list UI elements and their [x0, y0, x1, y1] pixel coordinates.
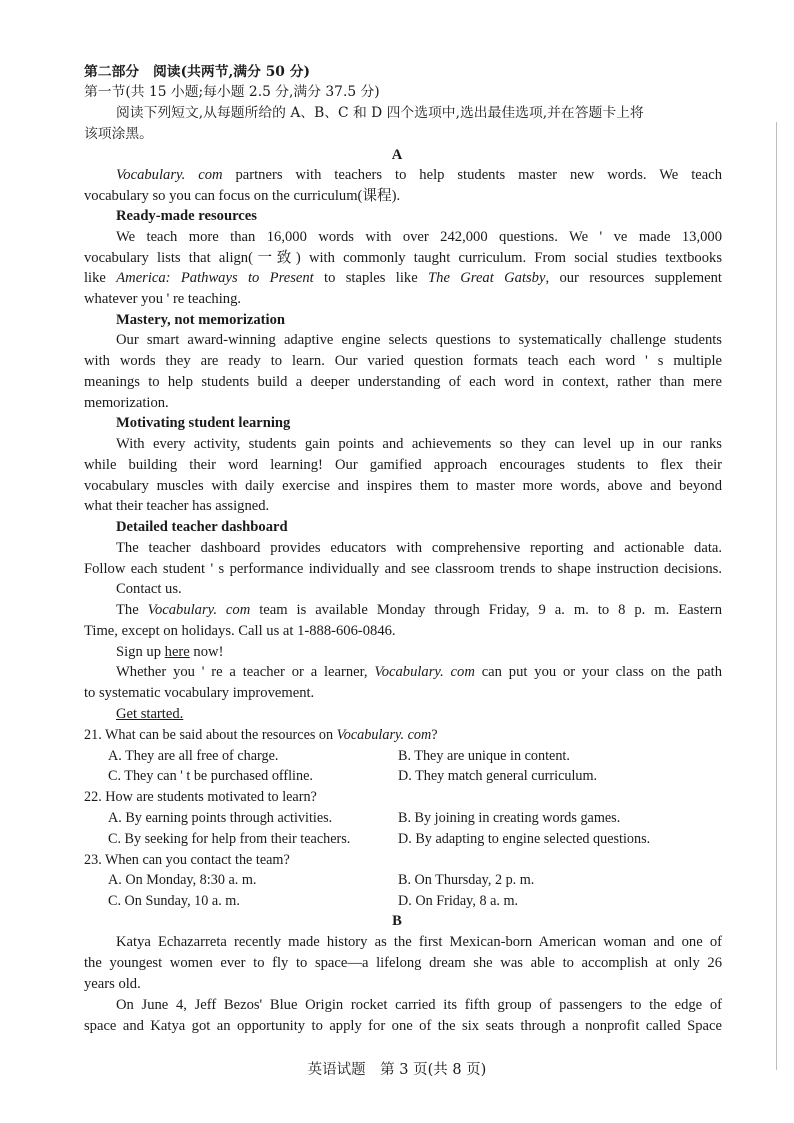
text-run: Sign up	[116, 644, 165, 660]
heading-dashboard: Detailed teacher dashboard	[116, 519, 288, 535]
site-name: Vocabulary. com	[147, 602, 251, 618]
text-run: The	[116, 602, 148, 618]
paragraph-line: the youngest women ever to fly to space—a lifelong dream she was able to accomplish at only 26	[84, 955, 722, 971]
passage-b-label: B	[392, 913, 402, 929]
paragraph-line: vocabulary lists that align(一致) with commonly taught curriculum. From social studies textbooks	[84, 250, 722, 266]
passage-a-label: A	[391, 147, 403, 163]
paragraph-line: to systematic vocabulary improvement.	[84, 685, 315, 701]
page-footer: 英语试题 第 3 页(共 8 页)	[307, 1062, 487, 1078]
passage-a-intro-line-2: vocabulary so you can focus on the curriculum(课程).	[84, 188, 401, 204]
text-run: ?	[431, 727, 438, 743]
paragraph-line: memorization.	[84, 395, 169, 411]
q21-option-b: B. They are unique in content.	[398, 748, 570, 764]
paragraph-line	[116, 600, 722, 620]
paragraph-line: what their teacher has assigned.	[84, 498, 270, 514]
paragraph-line: Our smart award-winning adaptive engine selects questions to systematically challenge students	[116, 332, 722, 348]
site-name: Vocabulary. com	[336, 727, 432, 743]
paragraph-line: while building their word learning! Our gamified approach encourages students to flex their	[84, 457, 722, 473]
q23-option-c: C. On Sunday, 10 a. m.	[108, 893, 240, 909]
question-21-stem	[84, 725, 438, 745]
q21-option-c: C. They can ' t be purchased offline.	[108, 768, 313, 784]
q22-option-d: D. By adapting to engine selected questions.	[398, 831, 651, 847]
paragraph-line: On June 4, Jeff Bezos' Blue Origin rocket carried its fifth group of passengers to the edge of	[116, 997, 722, 1013]
q23-option-b: B. On Thursday, 2 p. m.	[398, 872, 535, 888]
site-name: Vocabulary. com	[374, 664, 475, 680]
site-name: Vocabulary. com	[116, 167, 223, 183]
q22-option-b: B. By joining in creating words games.	[398, 810, 621, 826]
text-run: to staples like	[313, 270, 429, 286]
question-22-stem: 22. How are students motivated to learn?	[84, 789, 317, 805]
paragraph-line	[116, 662, 722, 682]
paragraph-line: years old.	[84, 976, 141, 992]
paragraph-line: space and Katya got an opportunity to apply for one of the six seats through a nonprofit called Space	[84, 1018, 722, 1034]
text-run: , our resources supplement	[545, 270, 722, 286]
book-title: America: Pathways to Present	[116, 270, 314, 286]
instruction-line-1: 阅读下列短文,从每题所给的 A、B、C 和 D 四个选项中,选出最佳选项,并在答题卡上将	[116, 105, 644, 121]
paragraph-line: meanings to help students build a deeper understanding of each word in context, rather than mere	[84, 374, 722, 390]
text-run: 21. What can be said about the resources on	[84, 727, 337, 743]
intro-text: partners with teachers to help students master new words. We teach	[222, 167, 722, 183]
paragraph-line: whatever you ' re teaching.	[84, 291, 242, 307]
text-run: team is available Monday through Friday, 9 a. m. to 8 p. m. Eastern	[250, 602, 723, 618]
get-started-link[interactable]: Get started.	[116, 706, 184, 722]
paragraph-line: With every activity, students gain points and achievements so they can level up in our ranks	[116, 436, 722, 452]
signup-here-link[interactable]: here	[164, 644, 190, 660]
heading-mastery: Mastery, not memorization	[116, 312, 285, 328]
text-run: now!	[189, 644, 224, 660]
question-23-stem: 23. When can you contact the team?	[84, 852, 290, 868]
q21-option-a: A. They are all free of charge.	[108, 748, 279, 764]
q22-option-c: C. By seeking for help from their teachers.	[108, 831, 351, 847]
paragraph-line: The teacher dashboard provides educators with comprehensive reporting and actionable data.	[116, 540, 722, 556]
book-title: The Great Gatsby	[428, 270, 546, 286]
paragraph-line: We teach more than 16,000 words with over 242,000 questions. We ' ve made 13,000	[116, 229, 722, 245]
heading-ready-made-resources: Ready-made resources	[116, 208, 257, 224]
q21-option-d: D. They match general curriculum.	[398, 768, 598, 784]
paragraph-line: with words they are ready to learn. Our varied question formats teach each word ' s multiple	[84, 353, 722, 369]
heading-motivating: Motivating student learning	[116, 415, 291, 431]
paragraph-line: vocabulary muscles with daily exercise and inspires them to master more words, above and beyond	[84, 478, 722, 494]
signup-line	[116, 642, 223, 662]
text-run: like	[84, 270, 117, 286]
section-heading: 第一节(共 15 小题;每小题 2.5 分,满分 37.5 分)	[84, 84, 380, 100]
passage-a-intro-line-1	[116, 165, 722, 185]
paragraph-line	[84, 268, 722, 288]
paragraph-line: Time, except on holidays. Call us at 1-888-606-0846.	[84, 623, 396, 639]
paragraph-line: Katya Echazarreta recently made history as the first Mexican-born American woman and one of	[116, 934, 722, 950]
q23-option-d: D. On Friday, 8 a. m.	[398, 893, 519, 909]
instruction-line-2: 该项涂黑。	[84, 126, 153, 142]
contact-line: Contact us.	[116, 581, 182, 597]
q23-option-a: A. On Monday, 8:30 a. m.	[108, 872, 257, 888]
paragraph-line: Follow each student ' s performance individually and see classroom trends to shape instruction decisions.	[84, 561, 722, 577]
text-run: Whether you ' re a teacher or a learner,	[116, 664, 375, 680]
q22-option-a: A. By earning points through activities.	[108, 810, 333, 826]
text-run: can put you or your class on the path	[474, 664, 722, 680]
part-heading: 第二部分 阅读(共两节,满分 50 分)	[84, 64, 311, 80]
